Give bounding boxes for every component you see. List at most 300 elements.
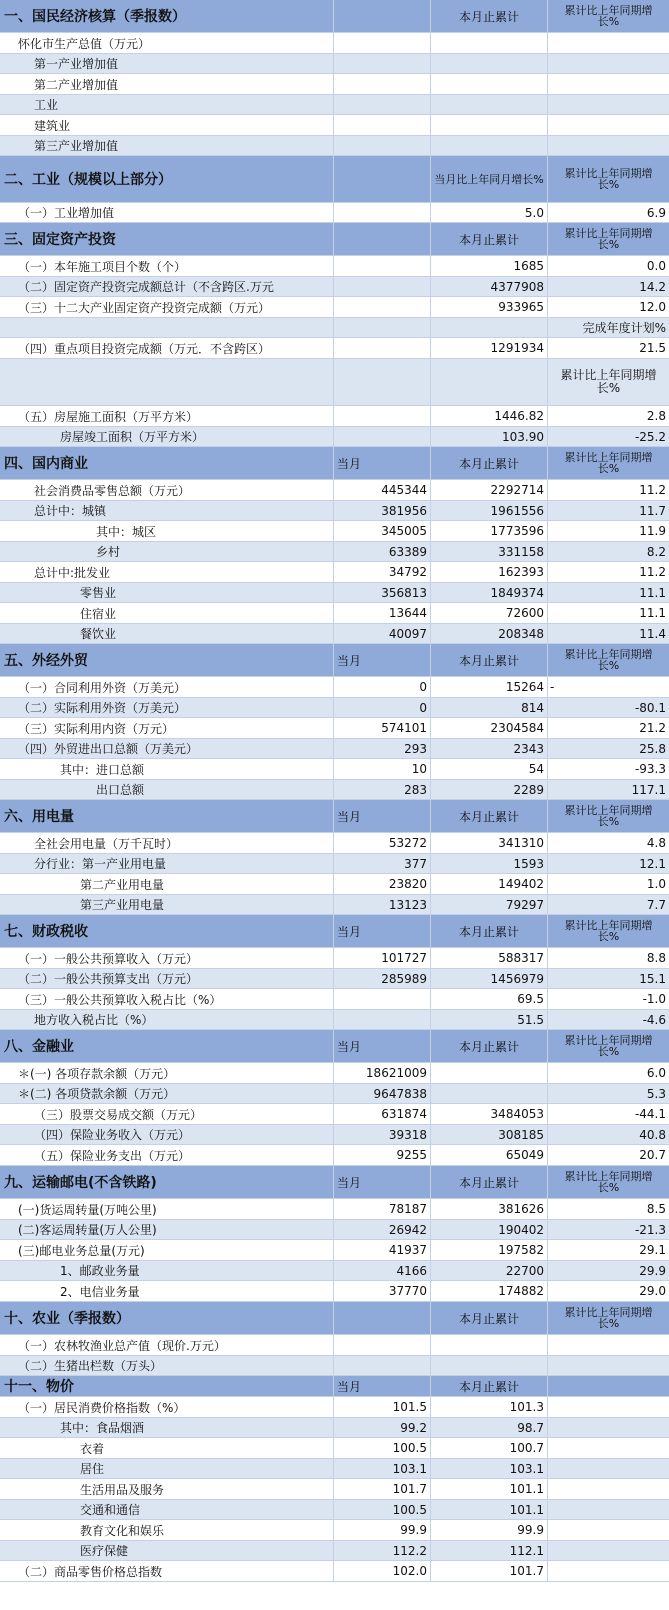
row-label: 教育文化和娱乐: [0, 1520, 334, 1540]
value-growth: [548, 1520, 669, 1540]
table-row: [0, 521, 669, 542]
value-growth: 8.2: [646, 544, 666, 559]
column-header-growth: [548, 1376, 669, 1396]
value-cumulative: 341310: [431, 833, 548, 853]
value-cumulative: 69.5: [431, 989, 548, 1009]
value-current-month: 631874: [334, 1104, 431, 1124]
table-row: [0, 74, 669, 95]
value-growth: 6.9: [646, 205, 666, 220]
row-label: 总计中：城镇: [0, 501, 334, 520]
table-row: [0, 677, 669, 698]
value-growth: -25.2: [634, 429, 666, 444]
value-cumulative: 54: [431, 759, 548, 779]
value-cumulative: 814: [431, 698, 548, 717]
table-row: [0, 562, 669, 583]
value-growth: [548, 1541, 669, 1560]
value-cumulative: 2343: [431, 739, 548, 758]
value-cumulative: 101.7: [431, 1561, 548, 1581]
table-row: [0, 1281, 669, 1302]
value-cumulative: 2289: [431, 780, 548, 799]
value-growth: 29.9: [639, 1263, 666, 1278]
row-label: （一）农林牧渔业总产值（现价.万元）: [0, 1335, 334, 1355]
row-label: （二）商品零售价格总指数: [0, 1561, 334, 1581]
row-label: （四）外贸进出口总额（万美元）: [0, 739, 334, 758]
value-cumulative: 99.9: [431, 1520, 548, 1540]
table-row: [0, 256, 669, 277]
value-growth: 累计比上年同期增长%: [560, 368, 657, 395]
value-current-month: [334, 338, 431, 358]
table-row: [0, 542, 669, 562]
row-label: ＊(二) 各项贷款余额（万元）: [0, 1084, 334, 1103]
section-header: [0, 1030, 669, 1063]
section-title: 十、农业（季报数）: [0, 1302, 334, 1334]
value-growth: 11.2: [639, 483, 666, 497]
table-row: [0, 1063, 669, 1084]
row-label: （一）本年施工项目个数（个）: [0, 256, 334, 276]
table-row: [0, 318, 669, 338]
value-growth: 29.0: [639, 1284, 666, 1298]
table-row: [0, 406, 669, 427]
value-cumulative: 15264: [431, 677, 548, 697]
column-header-current: 当月: [334, 915, 431, 947]
value-current-month: 13644: [334, 603, 431, 623]
column-header-cumulative: 本月止累计: [431, 1166, 548, 1198]
value-growth: [548, 136, 669, 155]
value-growth: [548, 1500, 669, 1519]
value-current-month: 0: [334, 698, 431, 717]
value-current-month: 99.2: [334, 1418, 431, 1437]
value-growth: [548, 1459, 669, 1478]
row-label: 第二产业用电量: [0, 874, 334, 894]
value-growth: 8.8: [646, 951, 666, 965]
row-label: 分行业：第一产业用电量: [0, 854, 334, 873]
value-cumulative: 588317: [431, 948, 548, 968]
column-header-current: [334, 156, 431, 202]
column-header-cumulative: 本月止累计: [431, 223, 548, 255]
table-row: [0, 948, 669, 969]
section-header: [0, 0, 669, 33]
column-header-current: [334, 1302, 431, 1334]
value-growth: 15.1: [639, 971, 666, 986]
value-current-month: 100.5: [334, 1438, 431, 1458]
value-current-month: [334, 989, 431, 1009]
row-label: 1、邮政业务量: [0, 1261, 334, 1280]
value-current-month: [334, 1010, 431, 1029]
value-current-month: 37770: [334, 1281, 431, 1301]
value-cumulative: [431, 359, 548, 405]
table-row: [0, 1541, 669, 1561]
value-growth: 11.9: [639, 524, 666, 538]
section-header: [0, 1302, 669, 1335]
row-label: 零售业: [0, 583, 334, 602]
row-label: 建筑业: [0, 115, 334, 135]
column-header-current: 当月: [334, 800, 431, 832]
table-row: [0, 1356, 669, 1376]
value-cumulative: 103.1: [431, 1459, 548, 1478]
value-cumulative: 5.0: [431, 203, 548, 222]
row-label: 第三产业用电量: [0, 895, 334, 914]
value-current-month: 285989: [334, 969, 431, 988]
column-header-growth: 累计比上年同期增长%: [564, 227, 653, 251]
value-cumulative: 4377908: [431, 277, 548, 296]
column-header-growth: 累计比上年同期增长%: [564, 919, 653, 943]
column-header-current: 当月: [334, 1376, 431, 1396]
value-cumulative: 3484053: [431, 1104, 548, 1124]
value-current-month: 23820: [334, 874, 431, 894]
value-current-month: 10: [334, 759, 431, 779]
value-cumulative: 2292714: [431, 480, 548, 500]
table-row: [0, 718, 669, 739]
column-header-current: 当月: [334, 1166, 431, 1198]
value-cumulative: [431, 54, 548, 73]
value-cumulative: 933965: [431, 297, 548, 317]
value-current-month: 39318: [334, 1125, 431, 1144]
table-row: [0, 1479, 669, 1500]
row-label: [0, 318, 334, 337]
value-current-month: [334, 1335, 431, 1355]
value-current-month: 381956: [334, 501, 431, 520]
column-header-current: 当月: [334, 1030, 431, 1062]
value-cumulative: 1593: [431, 854, 548, 873]
table-row: [0, 136, 669, 156]
value-cumulative: [431, 1084, 548, 1103]
row-label: （二）生猪出栏数（万头）: [0, 1356, 334, 1375]
value-growth: 12.1: [639, 856, 666, 871]
row-label: (二)客运周转量(万人公里): [0, 1220, 334, 1239]
column-header-current: 当月: [334, 447, 431, 479]
value-cumulative: 103.90: [431, 427, 548, 446]
row-label: （三）一般公共预算收入税占比（%）: [0, 989, 334, 1009]
value-growth: 11.1: [639, 585, 666, 600]
value-cumulative: 149402: [431, 874, 548, 894]
value-current-month: [334, 256, 431, 276]
value-current-month: [334, 427, 431, 446]
value-growth: 12.0: [639, 300, 666, 314]
value-growth: -21.3: [634, 1222, 666, 1237]
value-cumulative: 1446.82: [431, 406, 548, 426]
table-row: [0, 759, 669, 780]
table-row: [0, 1520, 669, 1541]
table-row: [0, 603, 669, 624]
row-label: 住宿业: [0, 603, 334, 623]
row-label: （三）股票交易成交额（万元）: [0, 1104, 334, 1124]
row-label: （四）保险业务收入（万元）: [0, 1125, 334, 1144]
value-current-month: 100.5: [334, 1500, 431, 1519]
section-title: 九、运输邮电(不含铁路): [0, 1166, 334, 1198]
value-cumulative: [431, 1063, 548, 1083]
value-cumulative: [431, 95, 548, 114]
value-growth: [548, 1418, 669, 1437]
value-current-month: [334, 406, 431, 426]
row-label: 总计中:批发业: [0, 562, 334, 582]
column-header-cumulative: 本月止累计: [431, 0, 548, 32]
value-current-month: 13123: [334, 895, 431, 914]
table-row: [0, 95, 669, 115]
table-row: [0, 780, 669, 800]
value-cumulative: [431, 318, 548, 337]
table-row: [0, 1397, 669, 1418]
row-label: 第三产业增加值: [0, 136, 334, 155]
table-row: [0, 1010, 669, 1030]
section-header: [0, 1166, 669, 1199]
value-current-month: [334, 203, 431, 222]
value-current-month: 41937: [334, 1240, 431, 1260]
row-label: （一）居民消费价格指数（%）: [0, 1397, 334, 1417]
row-label: （三）实际利用内资（万元）: [0, 718, 334, 738]
value-growth: [548, 1335, 669, 1355]
value-growth: 8.5: [646, 1202, 666, 1216]
value-current-month: 99.9: [334, 1520, 431, 1540]
value-growth: 4.8: [646, 836, 666, 850]
section-header: [0, 447, 669, 480]
row-label: 社会消费品零售总额（万元）: [0, 480, 334, 500]
value-current-month: [334, 54, 431, 73]
value-growth: 29.1: [639, 1243, 666, 1257]
table-row: [0, 1261, 669, 1281]
row-label: 居住: [0, 1459, 334, 1478]
section-header: [0, 644, 669, 677]
value-cumulative: 51.5: [431, 1010, 548, 1029]
value-cumulative: 101.1: [431, 1479, 548, 1499]
table-row: [0, 501, 669, 521]
row-label: (三)邮电业务总量(万元): [0, 1240, 334, 1260]
table-row: [0, 277, 669, 297]
table-row: [0, 739, 669, 759]
value-growth: 21.2: [639, 721, 666, 735]
table-row: [0, 1418, 669, 1438]
value-current-month: 4166: [334, 1261, 431, 1280]
row-label: （一）一般公共预算收入（万元）: [0, 948, 334, 968]
row-label: 2、电信业务量: [0, 1281, 334, 1301]
section-header: [0, 1376, 669, 1397]
table-row: [0, 1145, 669, 1166]
value-growth: 0.0: [646, 259, 666, 273]
value-current-month: 101727: [334, 948, 431, 968]
value-cumulative: 112.1: [431, 1541, 548, 1560]
value-current-month: 101.7: [334, 1479, 431, 1499]
value-growth: [548, 115, 669, 135]
row-label: 工业: [0, 95, 334, 114]
value-growth: [548, 1397, 669, 1417]
value-current-month: 101.5: [334, 1397, 431, 1417]
value-growth: -1.0: [642, 992, 666, 1006]
table-row: [0, 359, 669, 406]
row-label: (一)货运周转量(万吨公里): [0, 1199, 334, 1219]
value-current-month: [334, 359, 431, 405]
value-growth: 2.8: [646, 409, 666, 423]
column-header-cumulative: 本月止累计: [431, 447, 548, 479]
value-current-month: 356813: [334, 583, 431, 602]
table-row: [0, 1438, 669, 1459]
value-cumulative: [431, 74, 548, 94]
value-cumulative: 308185: [431, 1125, 548, 1144]
value-growth: [548, 1479, 669, 1499]
table-row: [0, 1459, 669, 1479]
section-title: 五、外经外贸: [0, 644, 334, 676]
value-cumulative: [431, 115, 548, 135]
value-cumulative: 98.7: [431, 1418, 548, 1437]
value-cumulative: 1291934: [431, 338, 548, 358]
value-growth: -4.6: [642, 1012, 666, 1027]
row-label: （三）十二大产业固定资产投资完成额（万元）: [0, 297, 334, 317]
column-header-cumulative: 本月止累计: [431, 915, 548, 947]
row-label: 第一产业增加值: [0, 54, 334, 73]
value-cumulative: 65049: [431, 1145, 548, 1165]
table-row: [0, 1500, 669, 1520]
value-growth: [548, 1561, 669, 1581]
value-cumulative: 2304584: [431, 718, 548, 738]
value-current-month: [334, 95, 431, 114]
table-row: [0, 874, 669, 895]
section-title: 四、国内商业: [0, 447, 334, 479]
value-current-month: 18621009: [334, 1063, 431, 1083]
section-title: 八、金融业: [0, 1030, 334, 1062]
value-current-month: 103.1: [334, 1459, 431, 1478]
value-growth: 21.5: [639, 341, 666, 355]
value-growth: 40.8: [639, 1127, 666, 1142]
value-cumulative: 22700: [431, 1261, 548, 1280]
table-row: [0, 338, 669, 359]
value-current-month: [334, 318, 431, 337]
section-title: 二、工业（规模以上部分）: [0, 156, 334, 202]
column-header-cumulative: 本月止累计: [431, 800, 548, 832]
value-current-month: 0: [334, 677, 431, 697]
table-row: [0, 624, 669, 644]
value-cumulative: 1773596: [431, 521, 548, 541]
table-row: [0, 833, 669, 854]
table-row: [0, 203, 669, 223]
table-row: [0, 54, 669, 74]
value-growth: 11.4: [639, 626, 666, 641]
table-row: [0, 1125, 669, 1145]
value-growth: 25.8: [639, 741, 666, 756]
value-current-month: 112.2: [334, 1541, 431, 1560]
table-row: [0, 1104, 669, 1125]
table-row: [0, 989, 669, 1010]
row-label: 房屋竣工面积（万平方米）: [0, 427, 334, 446]
value-current-month: [334, 74, 431, 94]
value-growth: 11.7: [639, 503, 666, 518]
column-header-cumulative: 本月止累计: [431, 1376, 548, 1396]
section-title: 七、财政税收: [0, 915, 334, 947]
value-cumulative: 162393: [431, 562, 548, 582]
row-label: 乡村: [0, 542, 334, 561]
value-cumulative: 197582: [431, 1240, 548, 1260]
table-row: [0, 698, 669, 718]
value-cumulative: 79297: [431, 895, 548, 914]
section-header: [0, 915, 669, 948]
table-row: [0, 583, 669, 603]
row-label: ＊(一) 各项存款余额（万元）: [0, 1063, 334, 1083]
row-label: （二）实际利用外资（万美元）: [0, 698, 334, 717]
value-cumulative: 100.7: [431, 1438, 548, 1458]
value-growth: 6.0: [646, 1066, 666, 1080]
column-header-current: 当月: [334, 644, 431, 676]
value-current-month: [334, 115, 431, 135]
value-cumulative: 331158: [431, 542, 548, 561]
value-current-month: [334, 33, 431, 53]
value-current-month: 102.0: [334, 1561, 431, 1581]
table-row: [0, 1240, 669, 1261]
row-label: （一）工业增加值: [0, 203, 334, 222]
column-header-cumulative: 当月比上年同月增长%: [431, 156, 548, 202]
row-label: 餐饮业: [0, 624, 334, 643]
row-label: 其中：食品烟酒: [0, 1418, 334, 1437]
table-row: [0, 854, 669, 874]
value-cumulative: 101.3: [431, 1397, 548, 1417]
table-row: [0, 480, 669, 501]
value-cumulative: 1961556: [431, 501, 548, 520]
value-growth: 11.2: [639, 565, 666, 579]
column-header-cumulative: 本月止累计: [431, 1030, 548, 1062]
column-header-current: [334, 223, 431, 255]
column-header-current: [334, 0, 431, 32]
row-label: 第二产业增加值: [0, 74, 334, 94]
value-current-month: 377: [334, 854, 431, 873]
section-title: 一、国民经济核算（季报数）: [0, 0, 334, 32]
value-cumulative: 1456979: [431, 969, 548, 988]
value-current-month: 345005: [334, 521, 431, 541]
column-header-growth: 累计比上年同期增长%: [564, 804, 653, 828]
value-current-month: 574101: [334, 718, 431, 738]
value-cumulative: 190402: [431, 1220, 548, 1239]
value-current-month: 9255: [334, 1145, 431, 1165]
value-growth: 7.7: [646, 897, 666, 912]
row-label: 生活用品及服务: [0, 1479, 334, 1499]
row-label: 出口总额: [0, 780, 334, 799]
row-label: 怀化市生产总值（万元）: [0, 33, 334, 53]
value-current-month: 34792: [334, 562, 431, 582]
row-label: （二）一般公共预算支出（万元）: [0, 969, 334, 988]
value-cumulative: [431, 1335, 548, 1355]
value-current-month: 53272: [334, 833, 431, 853]
value-growth: -80.1: [634, 700, 666, 715]
table-row: [0, 115, 669, 136]
column-header-cumulative: 本月止累计: [431, 644, 548, 676]
value-current-month: 78187: [334, 1199, 431, 1219]
value-current-month: 445344: [334, 480, 431, 500]
table-row: [0, 895, 669, 915]
row-label: 地方收入税占比（%）: [0, 1010, 334, 1029]
value-growth: -93.3: [634, 762, 666, 776]
value-growth: [548, 95, 669, 114]
row-label: 医疗保健: [0, 1541, 334, 1560]
value-growth: 14.2: [639, 279, 666, 294]
table-row: [0, 1084, 669, 1104]
table-row: [0, 427, 669, 447]
value-growth: 11.1: [639, 606, 666, 620]
row-label: （五）保险业务支出（万元）: [0, 1145, 334, 1165]
value-growth: 117.1: [631, 782, 666, 797]
table-row: [0, 1561, 669, 1582]
value-current-month: 293: [334, 739, 431, 758]
value-current-month: [334, 1356, 431, 1375]
section-title: 三、固定资产投资: [0, 223, 334, 255]
row-label: 衣着: [0, 1438, 334, 1458]
table-row: [0, 1220, 669, 1240]
value-cumulative: 381626: [431, 1199, 548, 1219]
value-growth: 完成年度计划%: [582, 321, 666, 335]
row-label: （一）合同利用外资（万美元）: [0, 677, 334, 697]
row-label: （五）房屋施工面积（万平方米）: [0, 406, 334, 426]
row-label: 全社会用电量（万千瓦时）: [0, 833, 334, 853]
row-label: 其中：城区: [0, 521, 334, 541]
table-row: [0, 969, 669, 989]
row-label: [0, 359, 334, 405]
section-title: 六、用电量: [0, 800, 334, 832]
column-header-growth: 累计比上年同期增长%: [564, 4, 653, 28]
table-row: [0, 1199, 669, 1220]
